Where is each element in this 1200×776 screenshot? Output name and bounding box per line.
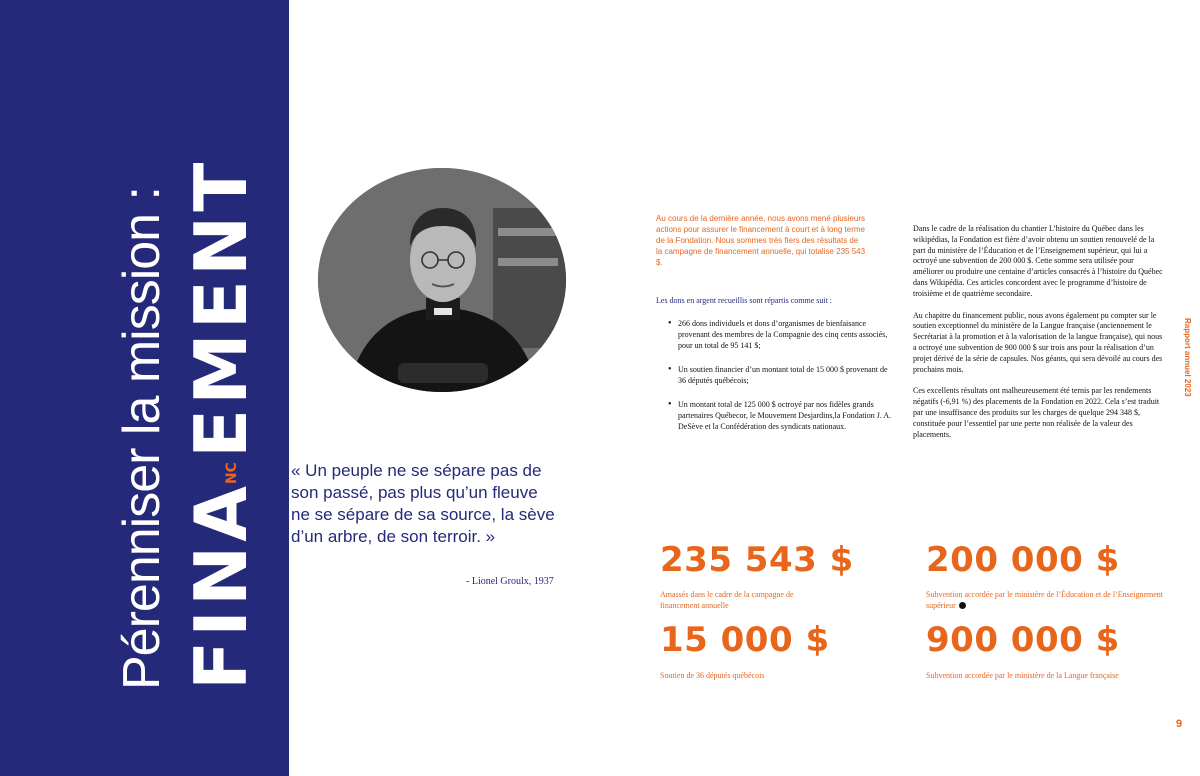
vertical-title (112, 90, 277, 690)
portrait-photo (318, 168, 566, 392)
title-line-1: Pérenniser la mission : (113, 187, 171, 690)
list-item: • 266 dons individuels et dons d’organismes de bienfaisance provenant des membres de la Compagnie des cinq cents associés, pour un total de 95 141 $; (664, 318, 894, 351)
body-column (913, 224, 1163, 451)
stat-value: 900 000 $ (926, 620, 1120, 660)
title-band (0, 0, 289, 776)
list-item: • Un montant total de 125 000 $ octroyé par nos fidèles grands partenaires Québecor, le Mouvement Desjardins,la Fondation J. A. DeSève et la Confédération des syndicats nationaux. (664, 399, 894, 432)
stat-caption: Amassés dans le cadre de la campagne de financement annuelle (660, 590, 794, 610)
title-word-start: FINA (179, 482, 263, 690)
pull-quote: « Un peuple ne se sépare pas de son passé, pas plus qu’un fleuve ne se sépare de sa source, la sève d’un arbre, de son terroir. » (291, 461, 555, 546)
title-line-2 (176, 90, 277, 690)
title-word-end: EMENT (179, 158, 263, 459)
body-paragraph: Ces excellents résultats ont malheureusement été ternis par les rendements négatifs (-6,91 %) des placements de la Fondation en 2022. Cela s’est traduit par une insuffisance des produits sur les charges de quelque 294 348 $, constituée pour l’essentiel par une perte non réalisée de la valeur des placements. (913, 386, 1160, 439)
report-side-label: Rapport annuel 2023 (1183, 318, 1192, 397)
stat-caption (926, 589, 1166, 611)
stat-value: 15 000 $ (660, 620, 830, 660)
portrait-illustration (318, 168, 566, 392)
stat-value: 235 543 $ (660, 540, 854, 580)
donations-heading: Les dons en argent recueillis sont répartis comme suit : (656, 296, 833, 305)
intro-paragraph: Au cours de la dernière année, nous avons mené plusieurs actions pour assurer le financement à court et à long terme de la Fondation. Nous sommes très fiers des résultats de la campagne de financement annuelle, qui totalise 235 543 $. (656, 214, 866, 267)
bullet-dot-icon (959, 602, 966, 609)
stat-caption-text: Subvention accordée par le ministère de l’Éducation et de l’Enseignement supérieur (926, 590, 1164, 610)
stat-caption: Subvention accordée par le ministère de la Langue française (926, 671, 1119, 680)
body-paragraph: Dans le cadre de la réalisation du chantier L’histoire du Québec dans les wikipédias, la Fondation est fière d’avoir obtenu un soutien renouvelé de la part du ministère de l’Éducation et de l’Enseignement supérieur, qui lui a octroyé une subvention de 200 000 $. Cette somme sera utilisée pour améliorer ou produire une centaine d’articles consacrés à l’histoire du Québec dans Wikipédia. Ces articles concordent avec le programme d’histoire de troisième et de quatrième secondaire. (913, 224, 1163, 298)
donations-list (664, 318, 894, 445)
stat-caption: Soutien de 36 députés québécois (660, 671, 765, 680)
title-superscript: NC (224, 462, 240, 485)
page-number: 9 (1176, 718, 1183, 730)
quote-author: - Lionel Groulx, 1937 (466, 576, 554, 587)
body-paragraph: Au chapitre du financement public, nous avons également pu compter sur le soutien exceptionnel du ministère de la Langue française (anciennement le Secrétariat à la promotion et à la valorisation de la langue française), qui nous a octroyé une subvention de 900 000 $ sur trois ans pour la réalisation d’un projet dérivé de la série de capsules. Nos géants, qui sera dévoilé au cours des prochains mois. (913, 310, 1163, 374)
stat-value: 200 000 $ (926, 540, 1120, 580)
list-item: • Un soutien financier d’un montant total de 15 000 $ provenant de 36 députés québécois; (664, 364, 894, 386)
